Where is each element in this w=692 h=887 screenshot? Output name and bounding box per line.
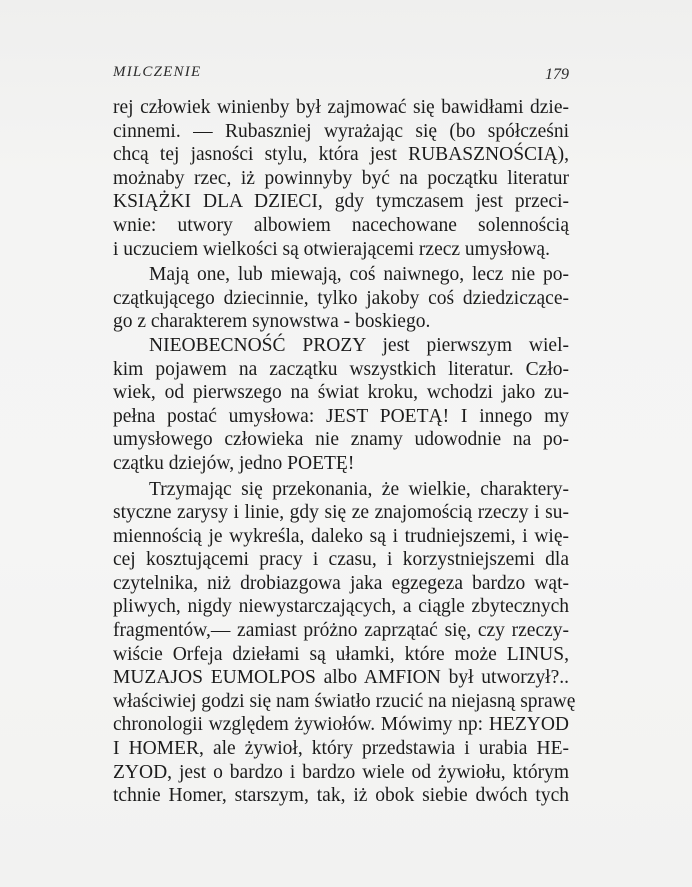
text-line: umysłowego człowieka nie znamy udowodnie na po- <box>113 429 569 451</box>
paragraph-3 <box>113 334 569 476</box>
text-line: chcą tej jasności stylu, która jest RUBASZNOŚCIĄ), <box>113 144 569 166</box>
text-line: fragmentów,— zamiast próżno zaprzątać się, czy rzeczy- <box>113 620 569 642</box>
text-line: Trzymając się przekonania, że wielkie, charaktery- <box>149 478 569 500</box>
text-line: pełna postać umysłowa: JEST POETĄ! I innego my <box>113 405 569 427</box>
text-line: możnaby rzec, iż powinnyby być na początku literatur <box>113 167 569 189</box>
text-line: wnie: utwory albowiem nacechowane solennością <box>113 214 569 236</box>
text-line: czytelnika, niż drobiazgowa jaka egzegeza bardzo wąt- <box>113 572 569 594</box>
text-line: KSIĄŻKI DLA DZIECI, gdy tymczasem jest przeci- <box>113 191 569 213</box>
text-line: go z charakterem synowstwa - boskiego. <box>113 311 431 333</box>
text-line: wiście Orfeja dziełami są ułamki, które może LINUS, <box>113 643 569 665</box>
text-line: I HOMER, ale żywioł, który przedstawia i urabia HE- <box>113 738 569 760</box>
text-line: czątku dziejów, jedno POETĘ! <box>113 452 355 474</box>
text-line: właściwiej godzi się nam światło rzucić na niejasną sprawę <box>113 690 576 712</box>
body-text <box>113 96 576 808</box>
text-line: rej człowiek winienby był zajmować się bawidłami dzie- <box>113 97 569 118</box>
text-line: cinnemi. — Rubaszniej wyrażając się (bo spółcześni <box>113 120 569 142</box>
text-line: NIEOBECNOŚĆ PROZY jest pierwszym wiel- <box>149 334 569 356</box>
text-line: ZYOD, jest o bardzo i bardzo wiele od żywiołu, którym <box>113 761 569 783</box>
paragraph-1 <box>113 96 569 261</box>
paragraph-2 <box>113 263 569 334</box>
text-line: pliwych, nigdy niewystarczających, a ciągle zbytecznych <box>113 596 569 618</box>
text-line: czątkującego dziecinnie, tylko jakoby coś dziedziczące- <box>113 287 569 309</box>
text-line: cej kosztującemi pracy i czasu, i korzystniejszemi dla <box>113 549 569 571</box>
text-line: styczne zarysy i linie, gdy się ze znajomością rzeczy i su- <box>113 502 569 524</box>
running-title: MILCZENIE <box>113 64 202 80</box>
text-line: kim pojawem na zaczątku wszystkich literatur. Czło- <box>113 358 569 380</box>
page-number: 179 <box>545 66 569 83</box>
text-line: tchnie Homer, starszym, tak, iż obok siebie dwóch tych <box>113 785 569 807</box>
text-line: miennością je wykreśla, daleko są i trudniejszemi, i wię- <box>113 525 569 547</box>
text-line: Mają one, lub miewają, coś naiwnego, lecz nie po- <box>149 264 569 286</box>
text-line: MUZAJOS EUMOLPOS albo AMFION był utworzył?.. <box>113 667 569 689</box>
text-line: wiek, od pierwszego na świat kroku, wchodzi jako zu- <box>113 382 569 404</box>
text-line: i uczuciem wielkości są otwierającemi rzecz umysłową. <box>113 238 550 260</box>
paragraph-4 <box>113 478 576 808</box>
running-head <box>113 64 569 88</box>
text-line: chronologii względem żywiołów. Mówimy np: HEZYOD <box>113 714 569 736</box>
